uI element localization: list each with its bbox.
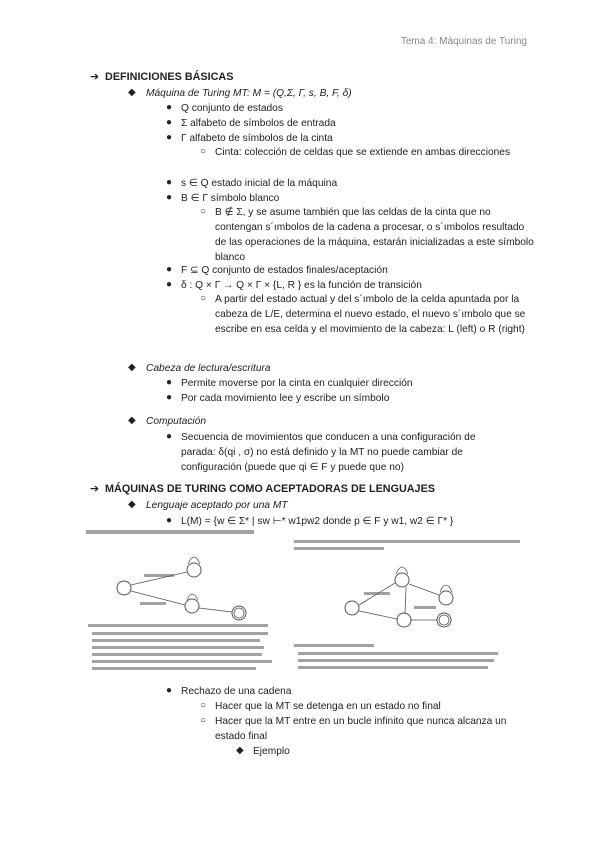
bullet-icon: ● <box>166 264 173 275</box>
item-cinta: Cinta: colección de celdas que se extiende en ambas direcciones <box>215 147 511 158</box>
bullet-icon: ● <box>166 117 173 128</box>
circle-bullet-icon: ○ <box>200 700 207 711</box>
arrow-icon: ➔ <box>90 483 100 495</box>
example-figure <box>84 528 524 678</box>
section-title-aceptadoras: ➔ MÁQUINAS DE TURING COMO ACEPTADORAS DE LENGUAJES <box>90 483 435 495</box>
bullet-icon: ● <box>166 431 173 442</box>
right-diagram <box>294 540 520 669</box>
diamond-icon: ◆ <box>128 499 136 510</box>
computacion-title: Computación <box>146 416 207 427</box>
rechazo-title: Rechazo de una cadena <box>181 686 292 697</box>
circle-bullet-icon: ○ <box>200 715 207 726</box>
ejemplo-label: Ejemplo <box>253 746 290 757</box>
bullet-icon: ● <box>166 192 173 203</box>
bullet-icon: ● <box>166 132 173 143</box>
diamond-icon: ◆ <box>128 362 136 373</box>
arrow-icon: ➔ <box>90 71 100 83</box>
item-b-note: B ∉ Σ, y se asume también que las celdas de la cinta que no contengan s´ımbolos de la cadena a procesar, o s´ımbolos resultado de las operaciones de la máquina, estarán inicializadas a este símbolo blanco <box>215 207 534 263</box>
bullet-icon: ● <box>166 279 173 290</box>
bullet-icon: ● <box>166 377 173 388</box>
item-gamma: Γ alfabeto de símbolos de la cinta <box>181 133 333 144</box>
item-delta-note: A partir del estado actual y del s´ımbolo de la celda apuntada por la cabeza de L/E, determina el nuevo estado, el nuevo s´ımbolo que se escribe en esa celda y el movimiento de la cabeza: L (left) o R (right) <box>215 294 526 335</box>
section-title-definiciones: ➔ DEFINICIONES BÁSICAS <box>90 71 234 83</box>
circle-bullet-icon: ○ <box>200 206 207 217</box>
item-delta: δ : Q × Γ → Q × Γ × {L, R } es la función de transición <box>181 280 422 291</box>
left-diagram <box>86 530 272 670</box>
bullet-icon: ● <box>166 685 173 696</box>
diamond-icon: ◆ <box>236 745 244 756</box>
cabeza-item-2: Por cada movimiento lee y escribe un símbolo <box>181 393 390 404</box>
item-f: F ⊆ Q conjunto de estados finales/aceptación <box>181 265 388 276</box>
rechazo-item-1: Hacer que la MT se detenga en un estado no final <box>215 701 441 712</box>
bullet-icon: ● <box>166 177 173 188</box>
cabeza-title: Cabeza de lectura/escritura <box>146 363 271 374</box>
diamond-icon: ◆ <box>128 415 136 426</box>
lenguaje-title: Lenguaje aceptado por una MT <box>146 500 288 511</box>
page-header: Tema 4: Máquinas de Turing <box>400 36 527 47</box>
item-s: s ∈ Q estado inicial de la máquina <box>181 178 338 189</box>
cabeza-item-1: Permite moverse por la cinta en cualquier dirección <box>181 378 413 389</box>
circle-bullet-icon: ○ <box>200 293 207 304</box>
mt-definition: Máquina de Turing MT: M = (Q,Σ, Γ, s, B, F, δ) <box>146 88 352 99</box>
lenguaje-formula: L(M) = {w ∈ Σ* | sw ⊢* w1pw2 donde p ∈ F y w1, w2 ∈ Γ* } <box>181 516 454 527</box>
bullet-icon: ● <box>166 515 173 526</box>
rechazo-item-2: Hacer que la MT entre en un bucle infinito que nunca alcanza un estado final <box>215 716 507 742</box>
computacion-item-1: Secuencia de movimientos que conducen a una configuración de parada: δ(qi , σ) no está definido y la MT no puede cambiar de configuración (puede que qi ∈ F y puede que no) <box>181 432 476 473</box>
bullet-icon: ● <box>166 102 173 113</box>
diamond-icon: ◆ <box>128 87 136 98</box>
circle-bullet-icon: ○ <box>200 146 207 157</box>
item-q: Q conjunto de estados <box>181 103 283 114</box>
bullet-icon: ● <box>166 392 173 403</box>
item-sigma: Σ alfabeto de símbolos de entrada <box>181 118 336 129</box>
item-b: B ∈ Γ símbolo blanco <box>181 193 280 204</box>
